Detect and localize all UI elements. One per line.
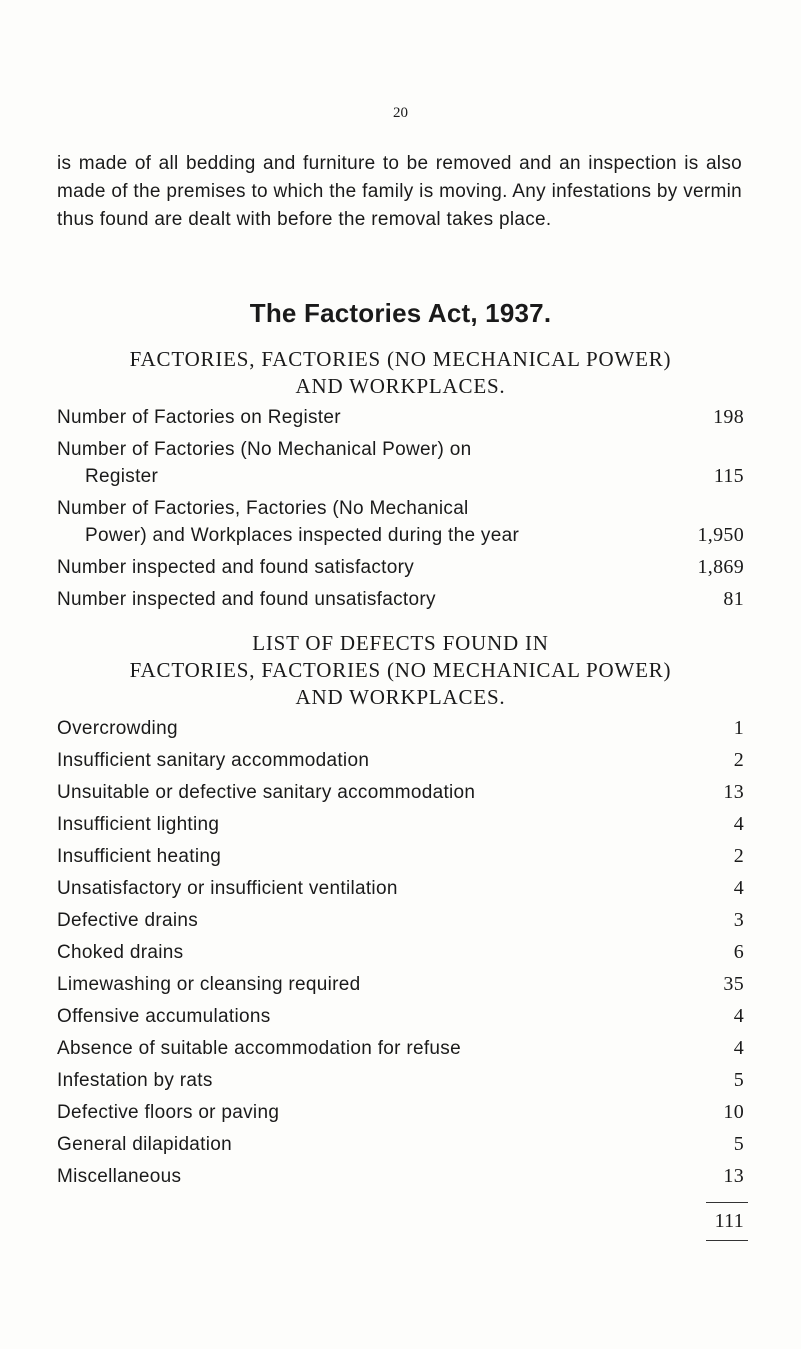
defect-row [57,747,744,774]
defect-label: Insufficient sanitary accommodation [57,750,370,771]
defect-count: 13 [723,781,744,803]
page-number: 20 [393,105,408,121]
stat-row [57,554,744,581]
defect-label: General dilapidation [57,1134,233,1155]
defect-row [57,875,744,902]
defect-count: 2 [733,845,744,867]
defect-count: 10 [723,1101,744,1123]
total-rule-bottom [706,1240,748,1241]
defect-count: 13 [723,1165,744,1187]
stat-value: 115 [713,465,744,487]
stat-label: Number of Factories (No Mechanical Power) on [57,439,472,460]
defect-row [57,1003,744,1030]
defect-count: 3 [733,909,744,931]
defect-row [57,1099,744,1126]
act-title: The Factories Act, 1937. [249,298,552,328]
defect-row [57,1131,744,1158]
defect-row [57,715,744,742]
stat-row [57,404,744,431]
defect-total: 111 [714,1210,744,1232]
stat-label: Number inspected and found unsatisfactory [57,589,436,610]
defect-label: Insufficient lighting [57,814,220,835]
defect-row [57,779,744,806]
stat-row [57,495,744,549]
defect-count: 35 [723,973,744,995]
defect-label: Absence of suitable accommodation for refuse [57,1038,461,1059]
defect-label: Offensive accumulations [57,1006,271,1027]
stat-label: Number inspected and found satisfactory [57,557,415,578]
stat-value: 1,869 [697,556,744,578]
defect-label: Miscellaneous [57,1166,182,1187]
defect-label: Defective drains [57,910,199,931]
stat-label: Number of Factories, Factories (No Mechanical [57,498,469,519]
section2-heading-line3: AND WORKPLACES. [295,685,506,709]
defect-label: Overcrowding [57,718,178,739]
defect-count: 1 [733,717,744,739]
stat-row [57,586,744,613]
defect-count: 4 [733,1037,744,1059]
section2-heading-line1: LIST OF DEFECTS FOUND IN [252,631,549,655]
stat-label-continued: Register [85,466,159,487]
defect-label: Insufficient heating [57,846,222,867]
defect-label: Choked drains [57,942,184,963]
section2-heading-line2: FACTORIES, FACTORIES (NO MECHANICAL POWER) [129,658,672,682]
defect-label: Infestation by rats [57,1070,213,1091]
defect-count: 4 [733,813,744,835]
defect-count: 5 [733,1133,744,1155]
stat-label-continued: Power) and Workplaces inspected during the year [85,525,520,546]
defect-row [57,811,744,838]
defect-count: 6 [733,941,744,963]
defect-label: Limewashing or cleansing required [57,974,361,995]
defect-count: 5 [733,1069,744,1091]
stat-label: Number of Factories on Register [57,407,341,428]
section1-heading-line2: AND WORKPLACES. [295,374,506,398]
section1-heading-line1: FACTORIES, FACTORIES (NO MECHANICAL POWER) [129,347,672,371]
stat-value: 1,950 [697,524,744,546]
defect-row [57,971,744,998]
stat-value: 198 [713,406,744,428]
defect-label: Defective floors or paving [57,1102,280,1123]
defect-row [57,1035,744,1062]
defect-row [57,907,744,934]
defect-count: 2 [733,749,744,771]
defect-count: 4 [733,877,744,899]
stat-row [57,436,744,490]
stat-value: 81 [723,588,744,610]
intro-paragraph: is made of all bedding and furniture to be removed and an inspection is also made of the premises to which the family is moving. Any infestations by vermin thus found are dealt with before the removal takes place. [57,153,742,230]
defect-label: Unsuitable or defective sanitary accommodation [57,782,476,803]
defect-row [57,1163,744,1190]
defect-row [57,843,744,870]
defect-label: Unsatisfactory or insufficient ventilation [57,878,398,899]
total-rule-top [706,1202,748,1203]
defect-count: 4 [733,1005,744,1027]
defect-row [57,1067,744,1094]
defect-row [57,939,744,966]
